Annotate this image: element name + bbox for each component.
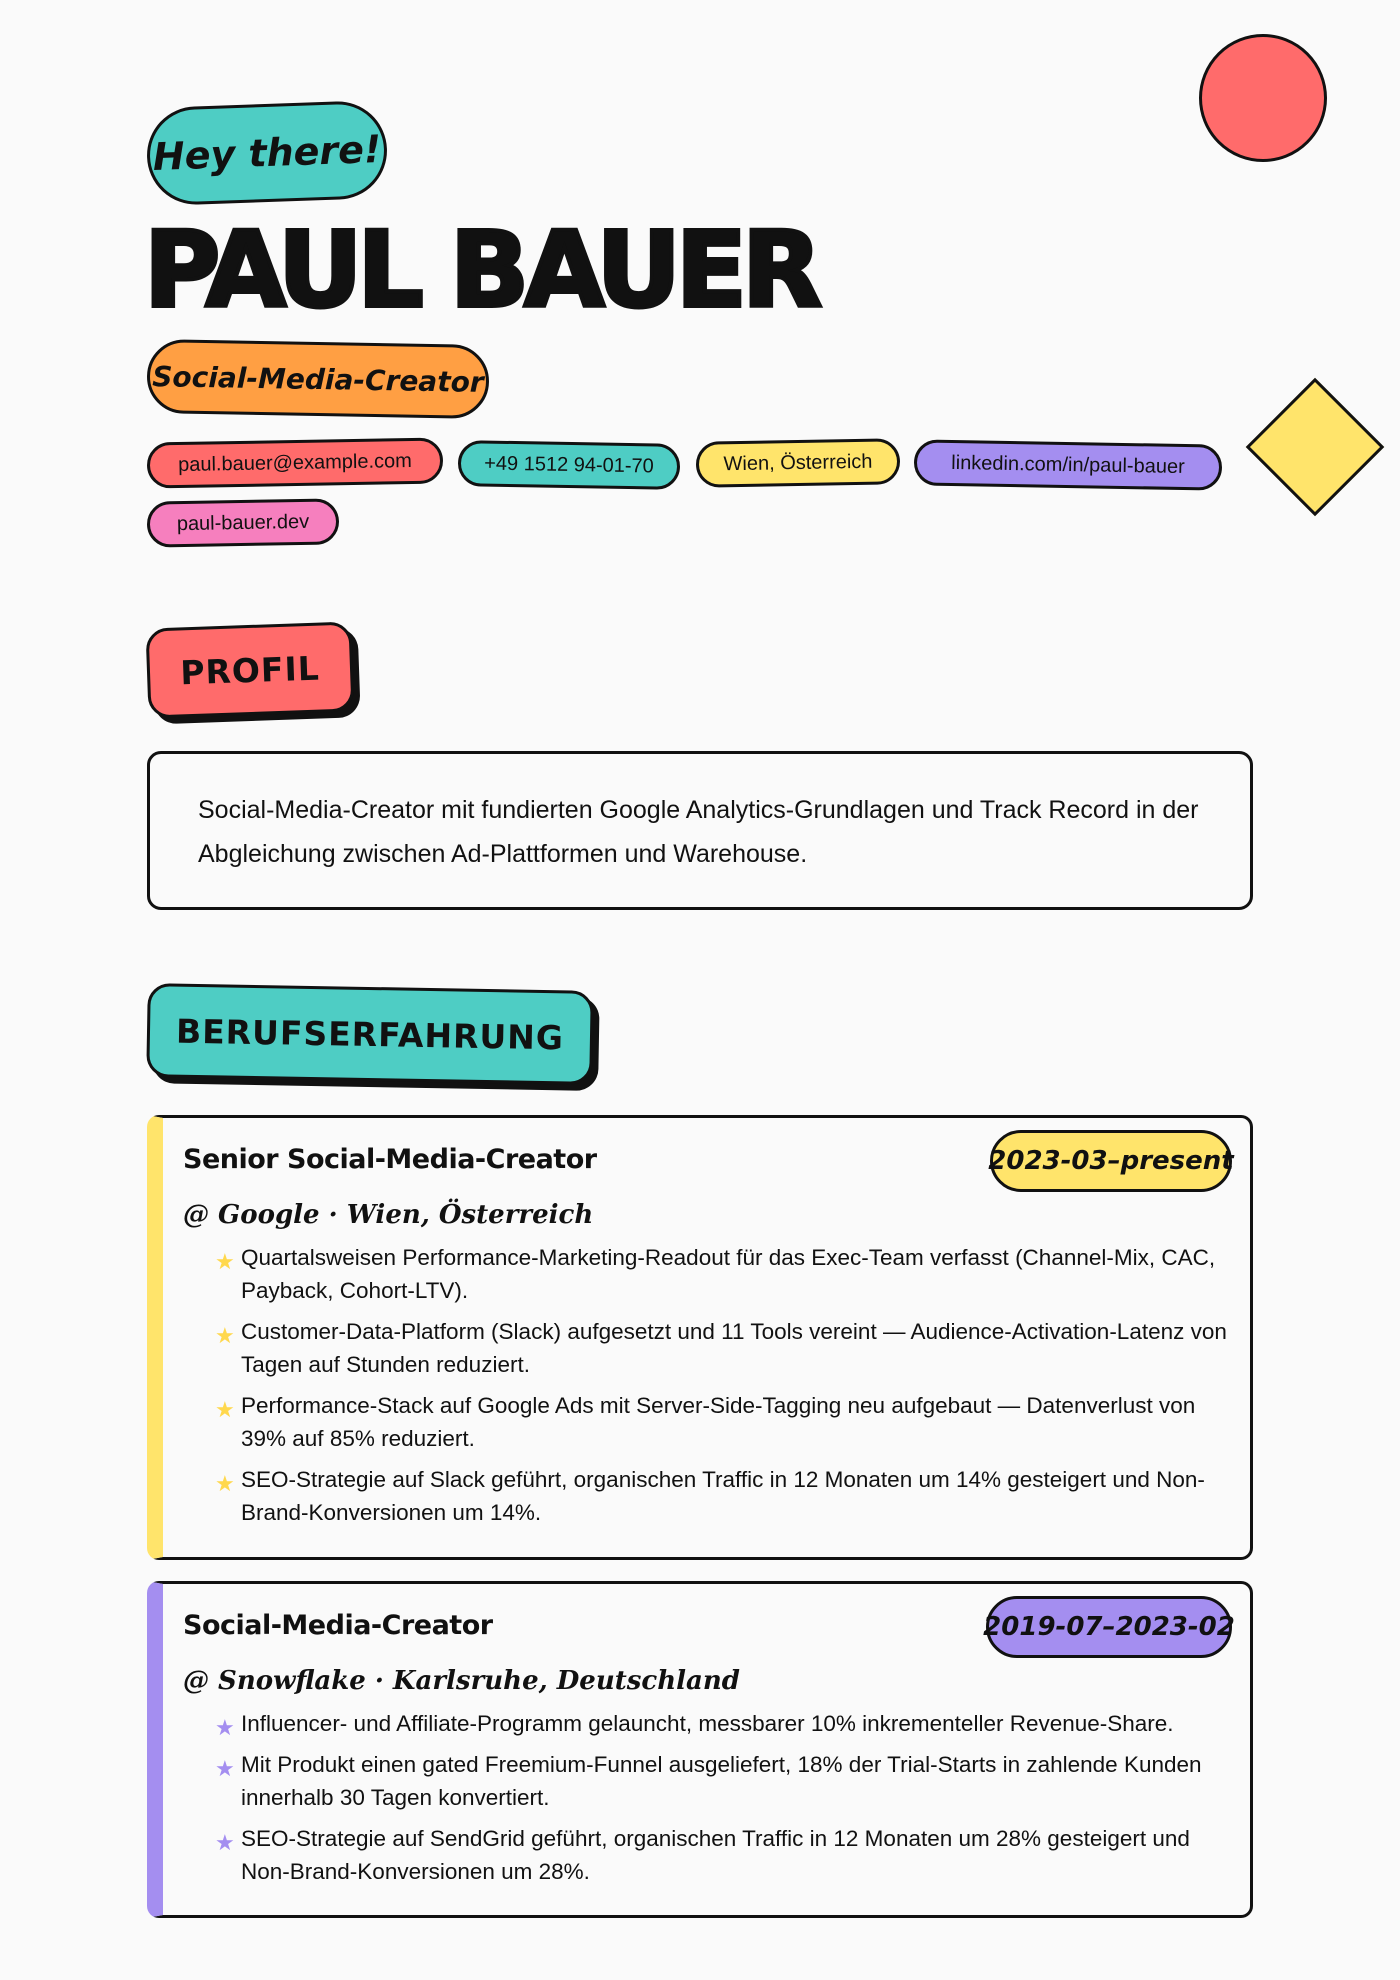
achievement-text: Influencer- und Affiliate-Programm gelauncht, messbarer 10% inkrementeller Revenue-Share. [241,1711,1174,1736]
star-icon: ★ [215,1471,235,1496]
achievement-text: Mit Produkt einen gated Freemium-Funnel ausgeliefert, 18% der Trial-Starts in zahlende Kunden innerhalb 30 Tagen konvertiert. [241,1752,1202,1810]
achievement-text: Customer-Data-Platform (Slack) aufgesetzt und 11 Tools vereint — Audience-Activation-Latenz von Tagen auf Stunden reduziert. [241,1319,1227,1377]
section-heading-experience: BERUFSERFAHRUNG [146,983,594,1085]
job-achievements [183,1707,1230,1888]
phone-chip[interactable]: +49 1512 94-01-70 [458,440,681,490]
star-icon: ★ [215,1323,235,1348]
achievement-item [183,1748,1230,1814]
achievement-item [183,1707,1230,1740]
job-dates-badge: 2019-07–2023-02 [986,1596,1232,1658]
achievement-text: SEO-Strategie auf SendGrid geführt, organischen Traffic in 12 Monaten um 28% gesteigert und Non-Brand-Konversionen um 28%. [241,1826,1190,1884]
star-icon: ★ [215,1756,235,1781]
job-company-location: @ Snowflake · Karlsruhe, Deutschland [183,1666,740,1696]
achievement-text: SEO-Strategie auf Slack geführt, organischen Traffic in 12 Monaten um 14% gesteigert und Non-Brand-Konversionen um 14%. [241,1467,1205,1525]
achievement-item [183,1822,1230,1888]
job-dates-badge: 2023-03–present [990,1130,1232,1192]
profile-summary [147,751,1253,910]
star-icon: ★ [215,1397,235,1422]
location-chip: Wien, Österreich [696,438,901,488]
star-icon: ★ [215,1715,235,1740]
role-badge: Social-Media-Creator [146,339,489,419]
section-heading-profile: PROFIL [145,621,354,718]
star-icon: ★ [215,1830,235,1855]
website-chip[interactable]: paul-bauer.dev [147,498,340,547]
linkedin-chip[interactable]: linkedin.com/in/paul-bauer [914,439,1223,490]
candidate-name: PAUL BAUER [144,209,818,331]
job-company-location: @ Google · Wien, Österreich [183,1200,594,1230]
job-title: Senior Social-Media-Creator [183,1144,597,1175]
star-icon: ★ [215,1249,235,1274]
decorative-circle [1199,34,1327,162]
achievement-item [183,1315,1230,1381]
decorative-diamond [1246,378,1385,517]
job-card [147,1581,1253,1918]
email-chip[interactable]: paul.bauer@example.com [147,437,444,488]
job-card [147,1115,1253,1560]
greeting-badge: Hey there! [145,100,388,206]
achievement-text: Quartalsweisen Performance-Marketing-Readout für das Exec-Team verfasst (Channel-Mix, CAC, Payback, Cohort-LTV). [241,1245,1216,1303]
achievement-text: Performance-Stack auf Google Ads mit Server-Side-Tagging neu aufgebaut — Datenverlust von 39% auf 85% reduziert. [241,1393,1196,1451]
achievement-item [183,1463,1230,1529]
profile-text: Social-Media-Creator mit fundierten Google Analytics-Grundlagen und Track Record in der Abgleichung zwischen Ad-Plattformen und Warehouse. [198,796,1199,868]
achievement-item [183,1389,1230,1455]
achievement-item [183,1241,1230,1307]
job-achievements [183,1241,1230,1529]
job-title: Social-Media-Creator [183,1610,493,1641]
